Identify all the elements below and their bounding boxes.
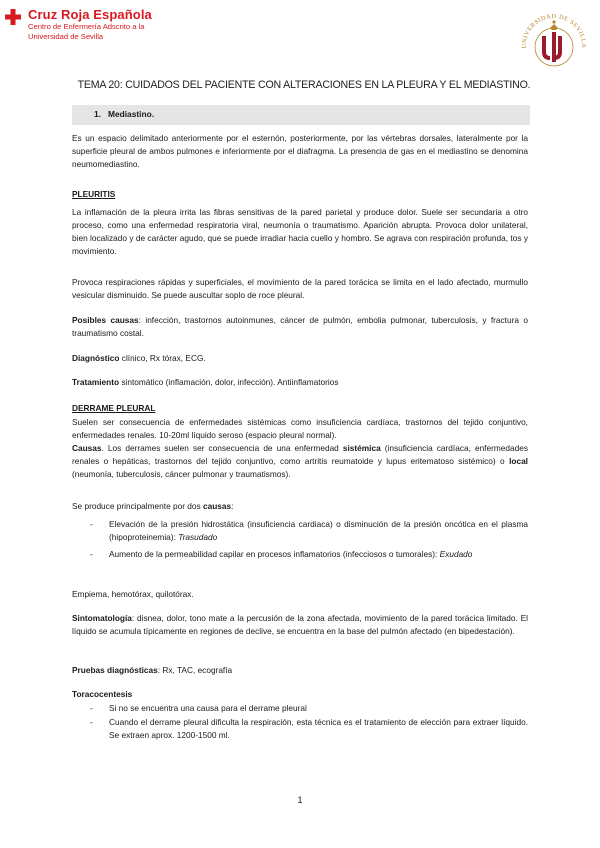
list-item (72, 702, 528, 715)
causes-text: : infección, trastornos autoinmunes, cáncer de pulmón, embolia pulmonar, tuberculosis, y fractura o traumatismo costal. (72, 315, 528, 338)
pruebas-text: : Rx, TAC, ecografía (157, 665, 233, 675)
causes-label: Posibles causas (72, 315, 139, 325)
section-number: 1. (94, 109, 101, 119)
dash-bullet: - (90, 549, 93, 559)
list-item-text: Aumento de la permeabilidad capilar en procesos inflamatorios (infecciosos o tumorales): (109, 549, 440, 559)
university-seal-logo (514, 6, 594, 68)
local-term: local (509, 456, 528, 466)
pleuritis-diagnosis (72, 352, 528, 365)
svg-text:UNIVERSIDAD DE SEVILLA: UNIVERSIDAD DE SEVILLA (520, 12, 588, 49)
sintomatologia-label: Sintomatología (72, 613, 132, 623)
toracocentesis-list (72, 702, 528, 742)
produce-causes-term: causas (202, 501, 232, 511)
derrame-causes-text-3: (neumonía, tuberculosis, cáncer pulmonar y traumatismos). (72, 469, 291, 479)
pruebas-label: Pruebas diagnósticas (72, 665, 158, 675)
red-cross-icon (5, 9, 21, 25)
sintomatologia-text: : disnea, dolor, tono mate a la percusión de la zona afectada, movimiento de la pared torácica limitado. El líquido se acumula típicamente en regiones de declive, se encuentra en la base del pulmón afectado (en bipedestación). (72, 613, 528, 636)
produce-text: Se produce principalmente por dos (72, 501, 203, 511)
exudado-term: Exudado (439, 549, 473, 559)
list-item-text: Elevación de la presión hidrostática (insuficiencia cardiaca) o disminución de la presión oncótica en el plasma (hipoproteinemia): (109, 519, 528, 542)
toracocentesis-heading: Toracocentesis (72, 689, 133, 699)
page-title: TEMA 20: CUIDADOS DEL PACIENTE CON ALTERACIONES EN LA PLEURA Y EL MEDIASTINO. (77, 79, 531, 91)
list-item (72, 548, 528, 561)
list-item (72, 716, 528, 742)
page-header (0, 0, 600, 70)
section-title: Mediastino. (107, 109, 155, 119)
pruebas-paragraph (72, 664, 528, 677)
treatment-label: Tratamiento (72, 377, 120, 387)
dash-bullet: - (90, 519, 93, 529)
trasudado-term: Trasudado (178, 532, 218, 542)
pleuritis-paragraph-1: La inflamación de la pleura irrita las fibras sensitivas de la pared parietal y produce dolor. Suele ser secundaria a otro proceso, como una enfermedad respiratoria viral, neumonía o traumatismo. Aparición abrupta. Provoca dolor unilateral, bien localizado y de carácter agudo, que se puede irradiar hacia cuello y hombro. Se agrava con respiración profunda, tos y movimiento. (72, 207, 528, 256)
list-item-text: Si no se encuentra una causa para el derrame pleural (109, 703, 307, 713)
dash-bullet: - (90, 703, 93, 713)
diagnosis-text: clínico, Rx tórax, ECG. (119, 353, 206, 363)
section-label (94, 109, 154, 119)
mediastino-paragraph: Es un espacio delimitado anteriormente por el esternón, posteriormente, por las vértebras dorsales, lateralmente por la superficie pleural de ambos pulmones e inferiormente por el diafragma. La presencia de gas en el mediastino se denomina neumomediastino. (72, 133, 528, 169)
pleuritis-treatment (72, 376, 528, 389)
empiema-line: Empiema, hemotórax, quilotórax. (72, 589, 194, 599)
dash-bullet: - (90, 717, 93, 727)
treatment-text: sintomático (inflamación, dolor, infección). Antiinflamatorios (119, 377, 339, 387)
org-subtitle-line2: Universidad de Sevilla (28, 32, 104, 41)
diagnosis-label: Diagnóstico (72, 353, 120, 363)
derrame-causes (72, 442, 528, 481)
section-header-mediastino (72, 105, 530, 125)
produce-intro (72, 500, 528, 513)
produce-colon: : (231, 501, 234, 511)
sistemica-term: sistémica (342, 443, 381, 453)
derrame-heading: DERRAME PLEURAL (72, 403, 156, 413)
derrame-causes-text-2: (insuficiencia cardíaca, enfermedades renales o hepáticas, trastornos del tejido conjuntivo, como artritis reumatoide y lupus eritematoso sistémico) o (72, 443, 528, 466)
pleuritis-paragraph-2: Provoca respiraciones rápidas y superficiales, el movimiento de la pared torácica se limita en el lado afectado, murmullo vesicular disminuido. Se puede auscultar soplo de roce pleural. (72, 277, 528, 300)
derrame-paragraph-1: Suelen ser consecuencia de enfermedades sistémicas como insuficiencia cardíaca, trastornos del tejido conjuntivo, enfermedades renales. 10-20ml líquido seroso (espacio pleural normal). (72, 417, 528, 440)
causes-list (72, 518, 528, 561)
sintomatologia-paragraph (72, 612, 528, 638)
org-logo-text (28, 8, 152, 42)
pleuritis-causes (72, 314, 528, 340)
derrame-causes-label: Causas (72, 443, 102, 453)
org-subtitle-line1: Centro de Enfermería Adscrito a la (28, 22, 145, 31)
org-name: Cruz Roja Española (28, 7, 152, 22)
pleuritis-heading: PLEURITIS (72, 189, 116, 199)
page-number: 1 (297, 795, 303, 805)
derrame-causes-text-1: . Los derrames suelen ser consecuencia de una enfermedad (101, 443, 343, 453)
list-item-text: Cuando el derrame pleural dificulta la respiración, esta técnica es el tratamiento de elección para extraer líquido. Se extraen aprox. 1200-1500 ml. (109, 717, 528, 740)
list-item (72, 518, 528, 544)
